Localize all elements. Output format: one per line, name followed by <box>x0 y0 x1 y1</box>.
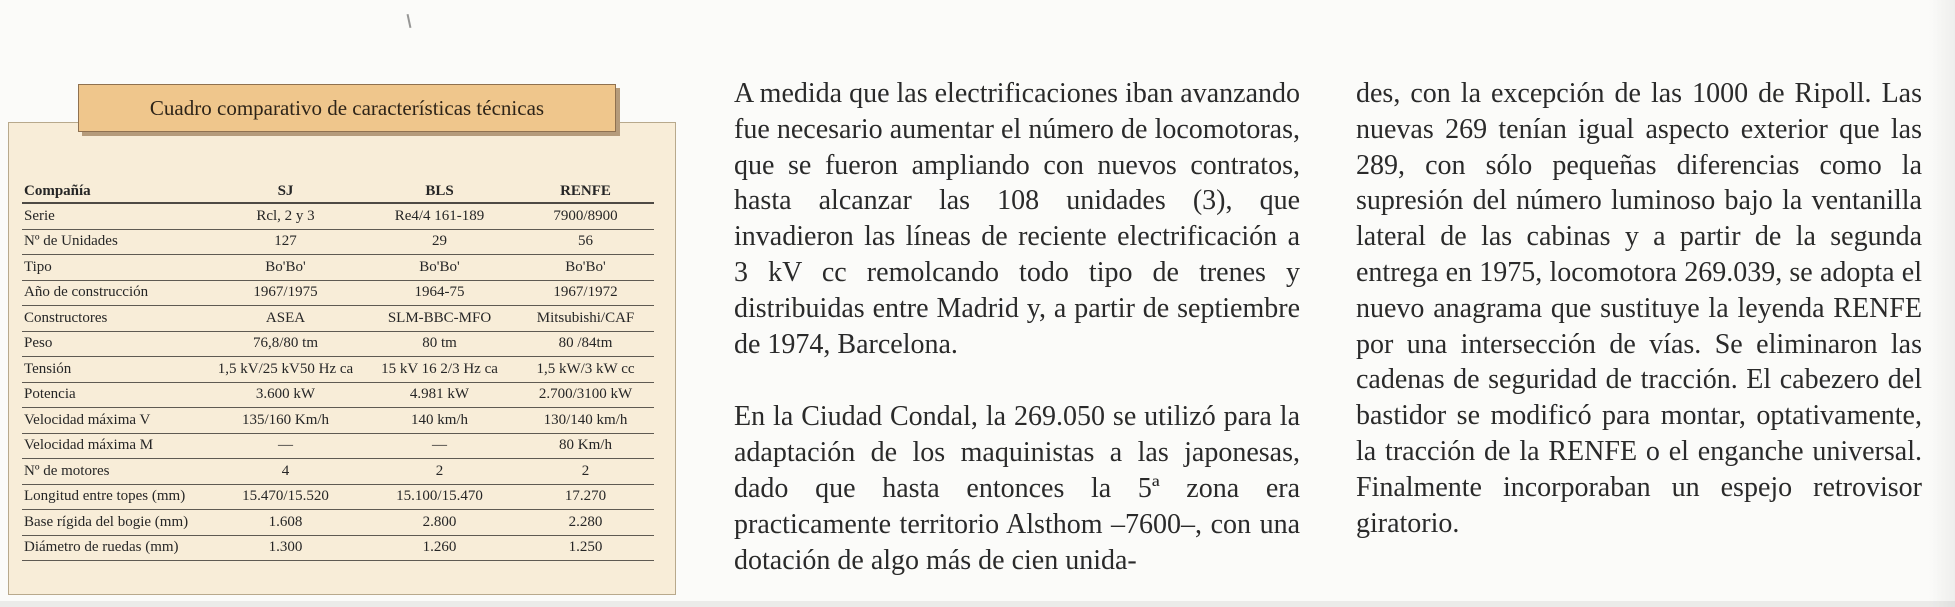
cell-bls: 2.800 <box>362 510 515 536</box>
cell-bls: 1964-75 <box>362 280 515 306</box>
cell-bls: Bo'Bo' <box>362 255 515 281</box>
cell-renfe: 1,5 kW/3 kW cc <box>515 357 654 383</box>
cell-renfe: 130/140 km/h <box>515 408 654 434</box>
cell-bls: 1.260 <box>362 535 515 561</box>
cell-bls: 29 <box>362 229 515 255</box>
scan-mark <box>407 14 412 28</box>
cell-renfe: 1.250 <box>515 535 654 561</box>
table-row <box>22 382 654 408</box>
table-title: Cuadro comparativo de características técnicas <box>78 84 616 132</box>
table-row <box>22 535 654 561</box>
row-label: Velocidad máxima M <box>22 433 207 459</box>
cell-renfe: 80 Km/h <box>515 433 654 459</box>
technical-comparison-table <box>22 180 654 561</box>
row-label: Base rígida del bogie (mm) <box>22 510 207 536</box>
article-paragraph: A medida que las electrificaciones iban avanzando fue necesario aumentar el número de locomotoras, que se fueron ampliando con nuevos contratos, hasta alcanzar las 108 unidades (3), que invadieron las líneas de reciente electrificación a 3 kV cc remolcando todo tipo de trenes y distribuidas entre Madrid y, a partir de septiembre de 1974, Barcelona. <box>734 78 1300 360</box>
row-label: Serie <box>22 203 207 229</box>
cell-renfe: Mitsubishi/CAF <box>515 306 654 332</box>
cell-bls: 80 tm <box>362 331 515 357</box>
row-label: Peso <box>22 331 207 357</box>
cell-renfe: 2.700/3100 kW <box>515 382 654 408</box>
row-label: Tipo <box>22 255 207 281</box>
cell-renfe: 2.280 <box>515 510 654 536</box>
cell-sj: ASEA <box>207 306 362 332</box>
cell-bls: 2 <box>362 459 515 485</box>
table-row <box>22 306 654 332</box>
row-label: Nº de Unidades <box>22 229 207 255</box>
table-row <box>22 408 654 434</box>
cell-sj: 76,8/80 tm <box>207 331 362 357</box>
cell-sj: 4 <box>207 459 362 485</box>
row-label: Velocidad máxima V <box>22 408 207 434</box>
article-paragraph: des, con la excepción de las 1000 de Ripoll. Las nuevas 269 tenían igual aspecto exterior que las 289, con sólo pequeñas diferencias como la supresión del número luminoso bajo la ventanilla lateral de las cabinas y a partir de la segunda entrega en 1975, locomotora 269.039, se adopta el nuevo anagrama que sustituye la leyenda RENFE por una intersección de vías. Se eliminaron las cadenas de seguridad de tracción. El cabezero del bastidor se modificó para montar, optativamente, la tracción de la RENFE o el enganche universal. Finalmente incorporaban un espejo retrovisor giratorio. <box>1356 78 1922 539</box>
article-paragraph: En la Ciudad Condal, la 269.050 se utilizó para la adaptación de los maquinistas a las japonesas, dado que hasta entonces la 5ª zona era practicamente territorio Alsthom –7600–, con una dotación de algo más de cien unida- <box>734 401 1300 576</box>
page-bottom-band <box>0 601 1955 607</box>
header-bls: BLS <box>362 180 515 203</box>
table-row <box>22 331 654 357</box>
cell-renfe: 80 /84tm <box>515 331 654 357</box>
cell-sj: 127 <box>207 229 362 255</box>
table-row <box>22 459 654 485</box>
cell-bls: 4.981 kW <box>362 382 515 408</box>
cell-sj: Rcl, 2 y 3 <box>207 203 362 229</box>
cell-sj: — <box>207 433 362 459</box>
row-label: Diámetro de ruedas (mm) <box>22 535 207 561</box>
row-label: Longitud entre topes (mm) <box>22 484 207 510</box>
cell-sj: 1967/1975 <box>207 280 362 306</box>
article-column-right <box>1356 76 1922 541</box>
cell-sj: 3.600 kW <box>207 382 362 408</box>
cell-renfe: 1967/1972 <box>515 280 654 306</box>
cell-bls: Re4/4 161-189 <box>362 203 515 229</box>
table-row <box>22 203 654 229</box>
row-label: Potencia <box>22 382 207 408</box>
table-row <box>22 255 654 281</box>
table-row <box>22 229 654 255</box>
cell-bls: 15.100/15.470 <box>362 484 515 510</box>
cell-sj: 1,5 kV/25 kV50 Hz ca <box>207 357 362 383</box>
table-row <box>22 510 654 536</box>
page-edge-shadow <box>1929 0 1955 607</box>
cell-sj: 1.300 <box>207 535 362 561</box>
table-row <box>22 357 654 383</box>
cell-bls: SLM-BBC-MFO <box>362 306 515 332</box>
cell-renfe: 7900/8900 <box>515 203 654 229</box>
table-header-row <box>22 180 654 203</box>
cell-sj: 1.608 <box>207 510 362 536</box>
cell-renfe: 2 <box>515 459 654 485</box>
row-label: Constructores <box>22 306 207 332</box>
header-sj: SJ <box>207 180 362 203</box>
cell-bls: 140 km/h <box>362 408 515 434</box>
cell-renfe: 17.270 <box>515 484 654 510</box>
cell-bls: — <box>362 433 515 459</box>
cell-renfe: 56 <box>515 229 654 255</box>
article-column-middle <box>734 76 1300 578</box>
cell-sj: 15.470/15.520 <box>207 484 362 510</box>
cell-renfe: Bo'Bo' <box>515 255 654 281</box>
table-row <box>22 484 654 510</box>
cell-sj: 135/160 Km/h <box>207 408 362 434</box>
row-label: Nº de motores <box>22 459 207 485</box>
table-row <box>22 433 654 459</box>
table-row <box>22 280 654 306</box>
header-renfe: RENFE <box>515 180 654 203</box>
cell-bls: 15 kV 16 2/3 Hz ca <box>362 357 515 383</box>
row-label: Tensión <box>22 357 207 383</box>
header-company: Compañía <box>22 180 207 203</box>
cell-sj: Bo'Bo' <box>207 255 362 281</box>
row-label: Año de construcción <box>22 280 207 306</box>
